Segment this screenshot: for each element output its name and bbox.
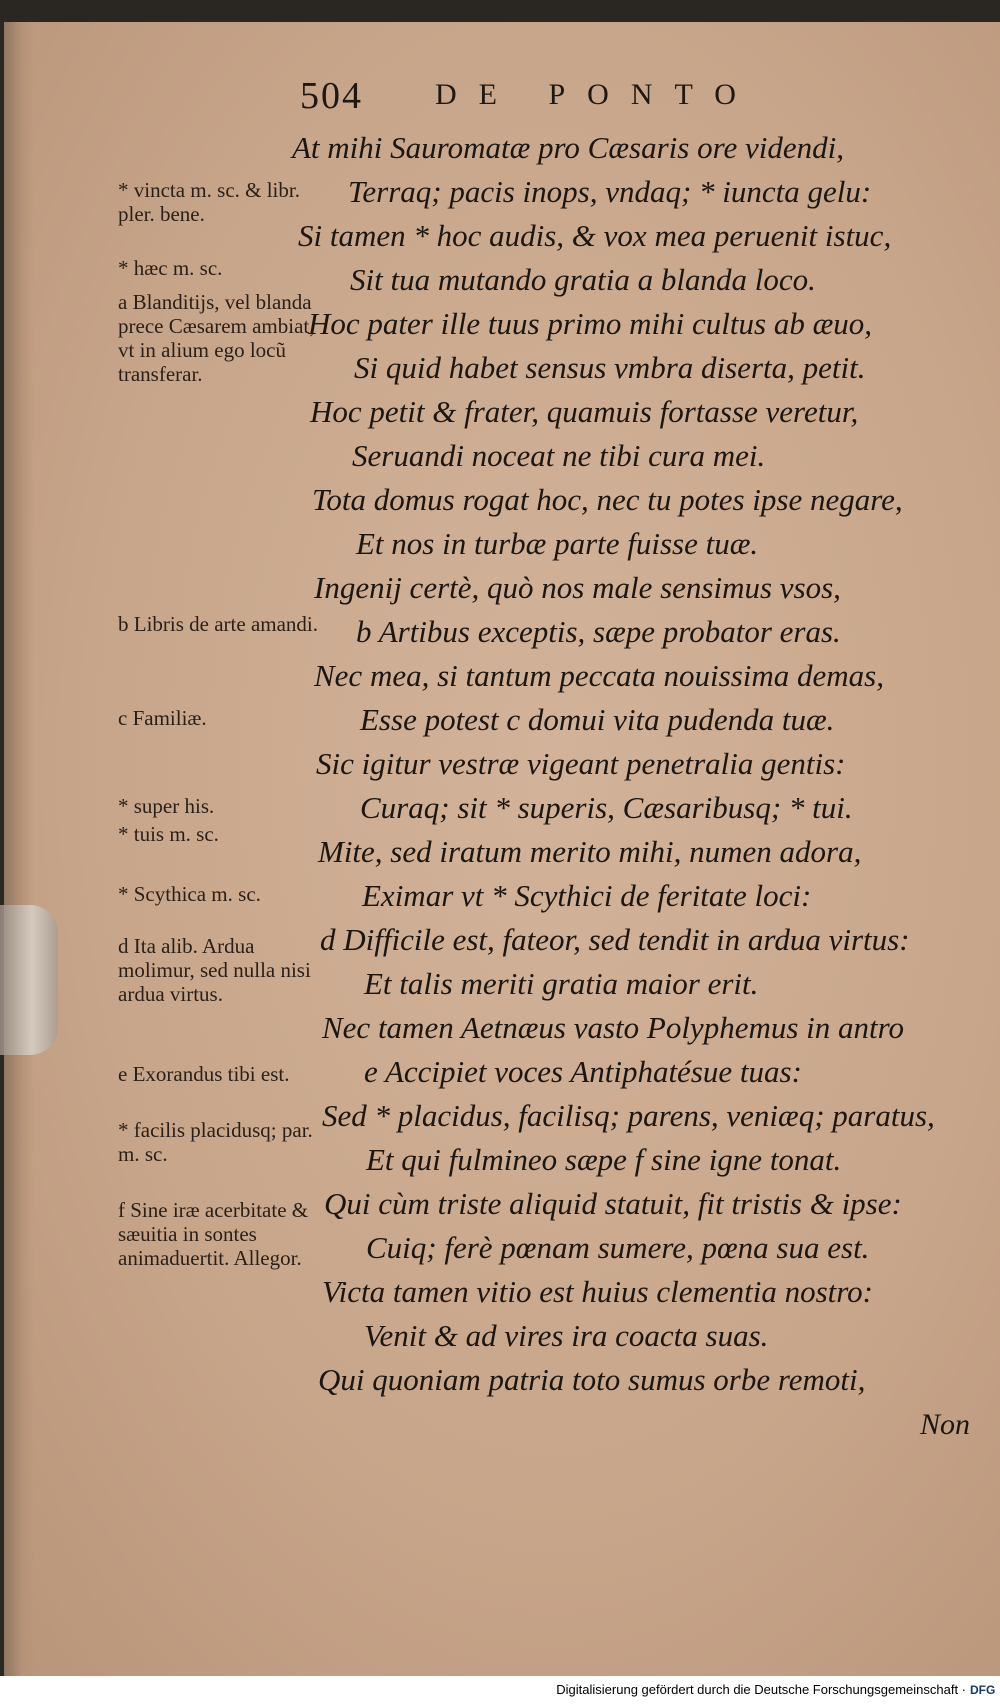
dfg-logo-icon: DFG: [970, 1683, 996, 1697]
page-clip: [0, 905, 58, 1055]
verse-line: Tota domus rogat hoc, nec tu potes ipse negare,: [312, 482, 903, 517]
marginal-note: * super his.: [118, 794, 215, 818]
verse-line: Qui quoniam patria toto sumus orbe remoti,: [318, 1362, 866, 1397]
catchword: Non: [920, 1408, 971, 1441]
marginal-note: * hæc m. sc.: [118, 256, 223, 280]
marginal-note: a Blanditijs, vel blanda prece Cæsarem ambiat, vt in alium ego locũ transferar.: [118, 290, 315, 386]
marginal-note: e Exorandus tibi est.: [118, 1062, 290, 1086]
verse-line: d Difficile est, fateor, sed tendit in ardua virtus:: [320, 922, 910, 957]
verse-line: Eximar vt * Scythici de feritate loci:: [362, 878, 812, 913]
verse-line: Sed * placidus, facilisq; parens, veniæq; paratus,: [322, 1098, 935, 1133]
verse-line: Ingenij certè, quò nos male sensimus vsos,: [314, 570, 841, 605]
marginal-note: * vincta m. sc. & libr. pler. bene.: [118, 178, 300, 226]
marginal-note: f Sine iræ acerbitate & sæuitia in sontes animaduertit. Allegor.: [118, 1198, 309, 1270]
verse-line: Sic igitur vestræ vigeant penetralia gentis:: [316, 746, 846, 781]
verse-line: Seruandi noceat ne tibi cura mei.: [352, 438, 766, 473]
verse-line: Et talis meriti gratia maior erit.: [364, 966, 759, 1001]
verse-line: Mite, sed iratum merito mihi, numen adora,: [318, 834, 862, 869]
verse-line: Venit & ad vires ira coacta suas.: [364, 1318, 769, 1353]
verse-line: Hoc pater ille tuus primo mihi cultus ab æuo,: [308, 306, 873, 341]
marginal-note: b Libris de arte amandi.: [118, 612, 319, 636]
verse-line: Victa tamen vitio est huius clementia nostro:: [322, 1274, 874, 1309]
verse-line: Cuiq; ferè pœnam sumere, pœna sua est.: [366, 1230, 870, 1265]
marginal-note: * facilis placidusq; par. m. sc.: [118, 1118, 313, 1166]
marginal-note: * tuis m. sc.: [118, 822, 219, 846]
verse-line: Et nos in turbæ parte fuisse tuæ.: [356, 526, 759, 561]
footer-credit: Digitalisierung gefördert durch die Deutsche Forschungsgemeinschaft ·: [556, 1682, 966, 1697]
verse-line: b Artibus exceptis, sæpe probator eras.: [356, 614, 841, 649]
verse-line: Si quid habet sensus vmbra diserta, petit.: [354, 350, 866, 385]
verse-line: Terraq; pacis inops, vndaq; * iuncta gelu:: [348, 174, 872, 209]
marginal-note: * Scythica m. sc.: [118, 882, 261, 906]
verse-line: Et qui fulmineo sæpe f sine igne tonat.: [366, 1142, 842, 1177]
verse-line: Esse potest c domui vita pudenda tuæ.: [360, 702, 835, 737]
verse-line: e Accipiet voces Antiphatésue tuas:: [364, 1054, 802, 1089]
verse-line: Sit tua mutando gratia a blanda loco.: [350, 262, 816, 297]
verse-line: At mihi Sauromatæ pro Cæsaris ore videndi,: [292, 130, 844, 165]
running-head: DE PONTO: [435, 78, 758, 111]
marginal-note: c Familiæ.: [118, 706, 207, 730]
verse-line: Qui cùm triste aliquid statuit, fit tristis & ipse:: [324, 1186, 902, 1221]
verse-line: Si tamen * hoc audis, & vox mea peruenit istuc,: [298, 218, 892, 253]
page-number: 504: [300, 75, 363, 117]
page-gutter: [4, 22, 34, 1676]
marginal-note: d Ita alib. Ardua molimur, sed nulla nisi ardua virtus.: [118, 934, 311, 1006]
page-header: [300, 74, 820, 118]
footer-bar: [0, 1676, 1000, 1706]
verse-line: Nec mea, si tantum peccata nouissima demas,: [314, 658, 884, 693]
verse-line: Curaq; sit * superis, Cæsaribusq; * tui.: [360, 790, 853, 825]
verse-line: Nec tamen Aetnæus vasto Polyphemus in antro: [322, 1010, 905, 1045]
verse-line: Hoc petit & frater, quamuis fortasse veretur,: [310, 394, 859, 429]
